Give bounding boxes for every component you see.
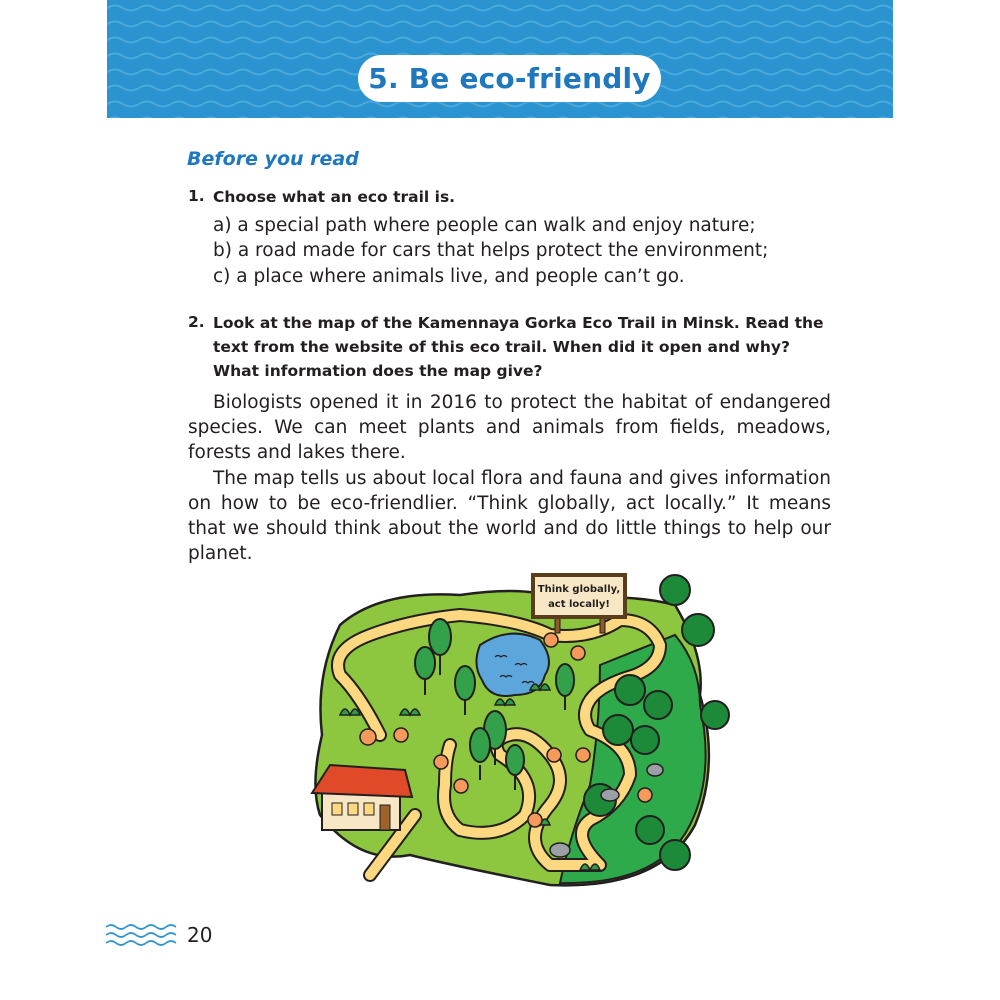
question-1-number: 1.	[188, 187, 205, 205]
eco-trail-map	[300, 565, 730, 905]
question-1-option-c: c) a place where animals live, and people can’t go.	[213, 266, 685, 287]
page-number: 20	[187, 923, 213, 947]
question-1-prompt: Choose what an eco trail is.	[213, 188, 456, 206]
answer-paragraph-1: Biologists opened it in 2016 to protect the habitat of endangered species. We can meet plants and animals from fields, meadows, forests and lakes there.	[188, 392, 831, 463]
question-2-number: 2.	[188, 313, 205, 331]
question-2-prompt: Look at the map of the Kamennaya Gorka Eco Trail in Minsk. Read the text from the website of this eco trail. When did it open and why? What information does the map give?	[213, 314, 824, 380]
house-icon	[312, 765, 412, 830]
question-1-option-b: b) a road made for cars that helps protect the environment;	[213, 240, 769, 261]
sign-text-line2: act locally!	[548, 599, 610, 610]
question-1-option-a: a) a special path where people can walk and enjoy nature;	[213, 215, 756, 236]
answer-paragraph-2: The map tells us about local flora and fauna and gives information on how to be eco-friendlier. “Think globally, act locally.” It means that we should think about the world and do little things to help our planet.	[188, 468, 831, 564]
chapter-title: 5. Be eco-friendly	[368, 62, 651, 95]
chapter-title-pill	[358, 55, 661, 102]
footer-wave-pattern	[106, 922, 181, 948]
sign-text-line1: Think globally,	[537, 584, 621, 595]
section-heading: Before you read	[187, 148, 359, 170]
